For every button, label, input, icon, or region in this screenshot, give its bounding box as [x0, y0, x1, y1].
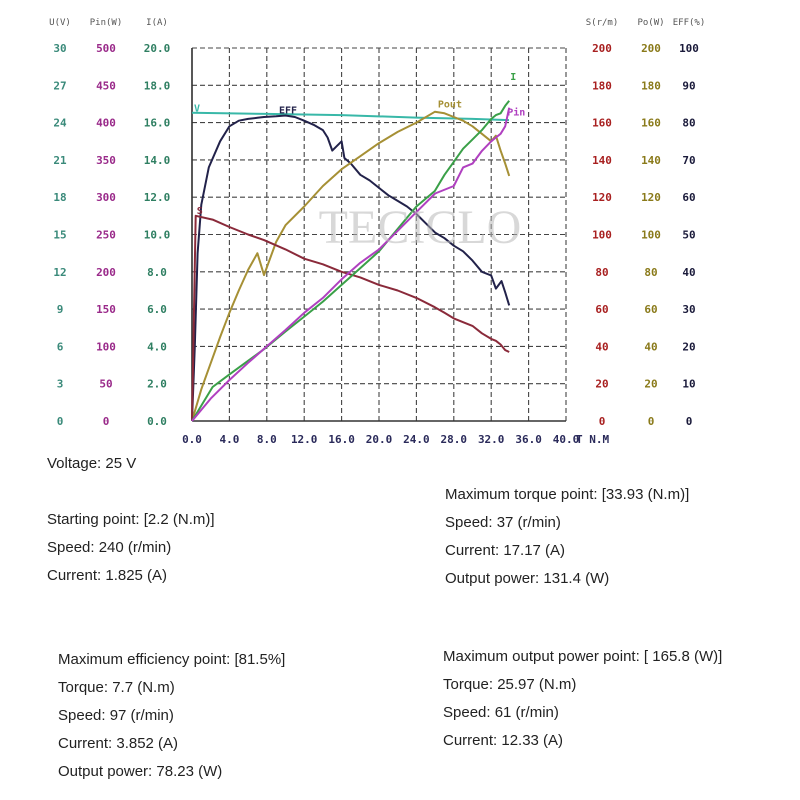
x-axis-tick-label: 4.0 [219, 433, 240, 446]
left-2-axis-tick-label: 0.0 [147, 415, 167, 428]
x-axis-tick-label: 32.0 [477, 433, 505, 446]
right-2-axis-tick-label: 10 [682, 377, 696, 391]
right-2-axis-tick-label: 50 [682, 228, 696, 242]
x-axis-tick-label: 8.0 [256, 433, 277, 446]
left-0-axis-tick-label: 21 [53, 153, 67, 167]
left-2-axis-tick-label: 10.0 [143, 228, 171, 242]
series-line-pin [192, 108, 509, 421]
right-0-axis-tick-label: 160 [592, 116, 612, 130]
right-1-axis-tick-label: 40 [644, 340, 658, 354]
max-efficiency-block [58, 646, 285, 786]
left-0-axis-tick-label: 6 [56, 340, 64, 354]
max-efficiency-title: Maximum efficiency point: [81.5%] [58, 651, 286, 668]
left-0-axis-tick-label: 0 [56, 415, 64, 428]
max-output-power-torque: Torque: 25.97 (N.m) [443, 676, 577, 693]
left-0-axis-tick-label: 24 [53, 116, 67, 130]
right-0-axis-tick-label: 100 [592, 228, 612, 242]
right-1-axis-tick-label: 20 [644, 377, 658, 391]
left-1-axis-tick-label: 0 [102, 415, 110, 428]
left-2-axis-tick-label: 18.0 [143, 79, 171, 93]
x-axis-tick-label: 24.0 [403, 433, 430, 446]
chart-curve-labels [194, 72, 525, 217]
max-output-power-title: Maximum output power point: [ 165.8 (W)] [443, 648, 723, 665]
max-efficiency-speed: Speed: 97 (r/min) [58, 707, 174, 724]
series-line-i [192, 101, 509, 421]
right-0-axis-header: S(r/m) [585, 18, 619, 28]
left-0-axis-tick-label: 18 [53, 191, 67, 205]
left-1-axis-header: Pin(W) [89, 18, 123, 28]
starting-point-speed: Speed: 240 (r/min) [47, 539, 172, 556]
right-1-axis-tick-label: 120 [641, 191, 661, 205]
right-1-axis-tick-label: 200 [641, 42, 661, 55]
left-2-axis-tick-label: 12.0 [143, 191, 171, 205]
right-0-axis-tick-label: 20 [595, 377, 609, 391]
max-torque-block [445, 481, 689, 593]
x-axis-label: T N.M [576, 433, 610, 446]
curve-label-i: I [510, 71, 517, 83]
left-1-axis-tick-label: 450 [96, 79, 116, 93]
right-0-axis-tick-label: 60 [595, 303, 609, 317]
right-1-axis-tick-label: 180 [641, 79, 661, 93]
right-2-axis-tick-label: 60 [682, 191, 696, 205]
left-0-axis-tick-label: 12 [53, 265, 67, 279]
left-0-axis-tick-label: 9 [56, 303, 64, 317]
max-efficiency-torque: Torque: 7.7 (N.m) [58, 679, 175, 696]
left-0-axis-tick-label: 15 [53, 228, 67, 242]
max-output-power-speed: Speed: 61 (r/min) [443, 704, 559, 721]
left-1-axis-tick-label: 150 [96, 303, 116, 317]
right-0-axis-tick-label: 180 [592, 79, 612, 93]
right-0-axis-tick-label: 40 [595, 340, 609, 354]
right-2-axis-tick-label: 80 [682, 116, 696, 130]
left-1-axis-tick-label: 350 [96, 153, 116, 167]
right-1-axis-tick-label: 100 [641, 228, 661, 242]
right-0-axis-tick-label: 80 [595, 265, 609, 279]
curve-label-pout: Pout [437, 99, 462, 111]
left-1-axis-tick-label: 500 [96, 42, 116, 55]
voltage-text: Voltage: 25 V [47, 455, 137, 472]
x-axis-tick-label: 16.0 [328, 433, 355, 446]
x-axis-tick-label: 28.0 [440, 433, 468, 446]
right-1-axis-tick-label: 140 [641, 153, 661, 167]
left-2-axis-tick-label: 14.0 [143, 153, 171, 167]
right-0-axis-tick-label: 200 [592, 42, 612, 55]
left-2-axis-tick-label: 16.0 [143, 116, 171, 130]
left-1-axis-tick-label: 250 [96, 228, 116, 242]
max-torque-current: Current: 17.17 (A) [445, 542, 566, 559]
x-axis-tick-label: 36.0 [515, 433, 542, 446]
right-1-axis-tick-label: 80 [644, 265, 658, 279]
left-0-axis-tick-label: 27 [53, 79, 67, 93]
max-efficiency-current: Current: 3.852 (A) [58, 735, 179, 752]
max-efficiency-output-power: Output power: 78.23 (W) [58, 763, 223, 780]
right-2-axis-tick-label: 30 [682, 303, 696, 317]
left-1-axis-tick-label: 100 [96, 340, 116, 354]
right-2-axis-tick-label: 40 [682, 265, 696, 279]
starting-point-block [47, 506, 215, 590]
max-output-power-block [443, 643, 722, 755]
right-2-axis-tick-label: 70 [682, 153, 696, 167]
x-axis-tick-label: 40.0 [552, 433, 580, 446]
right-0-axis-tick-label: 120 [592, 191, 612, 205]
left-1-axis-tick-label: 50 [99, 377, 113, 391]
max-output-power-current: Current: 12.33 (A) [443, 732, 564, 749]
right-1-axis-header: Po(W) [637, 18, 665, 28]
starting-point-title: Starting point: [2.2 (N.m)] [47, 511, 215, 528]
left-0-axis-header: U(V) [49, 18, 71, 28]
curve-label-u: V [194, 103, 201, 115]
curve-label-pin: Pin [507, 107, 526, 119]
curve-label-eff: EFF [278, 105, 298, 117]
right-2-axis-tick-label: 90 [682, 79, 696, 93]
series-line-eff [192, 116, 509, 422]
x-axis-tick-label: 20.0 [365, 433, 393, 446]
x-axis-tick-label: 12.0 [290, 433, 318, 446]
curve-label-s: S [196, 205, 203, 217]
left-1-axis-tick-label: 200 [96, 265, 116, 279]
left-1-axis-tick-label: 300 [96, 191, 116, 205]
left-2-axis-tick-label: 2.0 [147, 377, 167, 391]
chart-series [192, 101, 509, 421]
max-torque-output-power: Output power: 131.4 (W) [445, 570, 610, 587]
left-2-axis-tick-label: 8.0 [147, 265, 167, 279]
left-2-axis-tick-label: 4.0 [147, 340, 167, 354]
right-0-axis-tick-label: 0 [598, 415, 606, 428]
right-0-axis-tick-label: 140 [592, 153, 612, 167]
right-2-axis-header: EFF(%) [672, 18, 706, 28]
right-1-axis-tick-label: 160 [641, 116, 661, 130]
starting-point-current: Current: 1.825 (A) [47, 567, 168, 584]
left-2-axis-tick-label: 20.0 [143, 42, 171, 55]
left-0-axis-tick-label: 30 [53, 42, 67, 55]
voltage-block [47, 450, 136, 478]
right-1-axis-tick-label: 60 [644, 303, 658, 317]
max-torque-speed: Speed: 37 (r/min) [445, 514, 561, 531]
left-1-axis-tick-label: 400 [96, 116, 116, 130]
watermark-text: TECICLO [318, 201, 522, 254]
left-2-axis-header: I(A) [146, 18, 168, 28]
left-0-axis-tick-label: 3 [56, 377, 64, 391]
series-line-pout [192, 112, 509, 421]
left-2-axis-tick-label: 6.0 [147, 303, 167, 317]
max-torque-title: Maximum torque point: [33.93 (N.m)] [445, 486, 690, 503]
right-2-axis-tick-label: 0 [685, 415, 693, 428]
right-1-axis-tick-label: 0 [647, 415, 655, 428]
x-axis-tick-label: 0.0 [182, 433, 202, 446]
right-2-axis-tick-label: 100 [679, 42, 699, 55]
right-2-axis-tick-label: 20 [682, 340, 696, 354]
